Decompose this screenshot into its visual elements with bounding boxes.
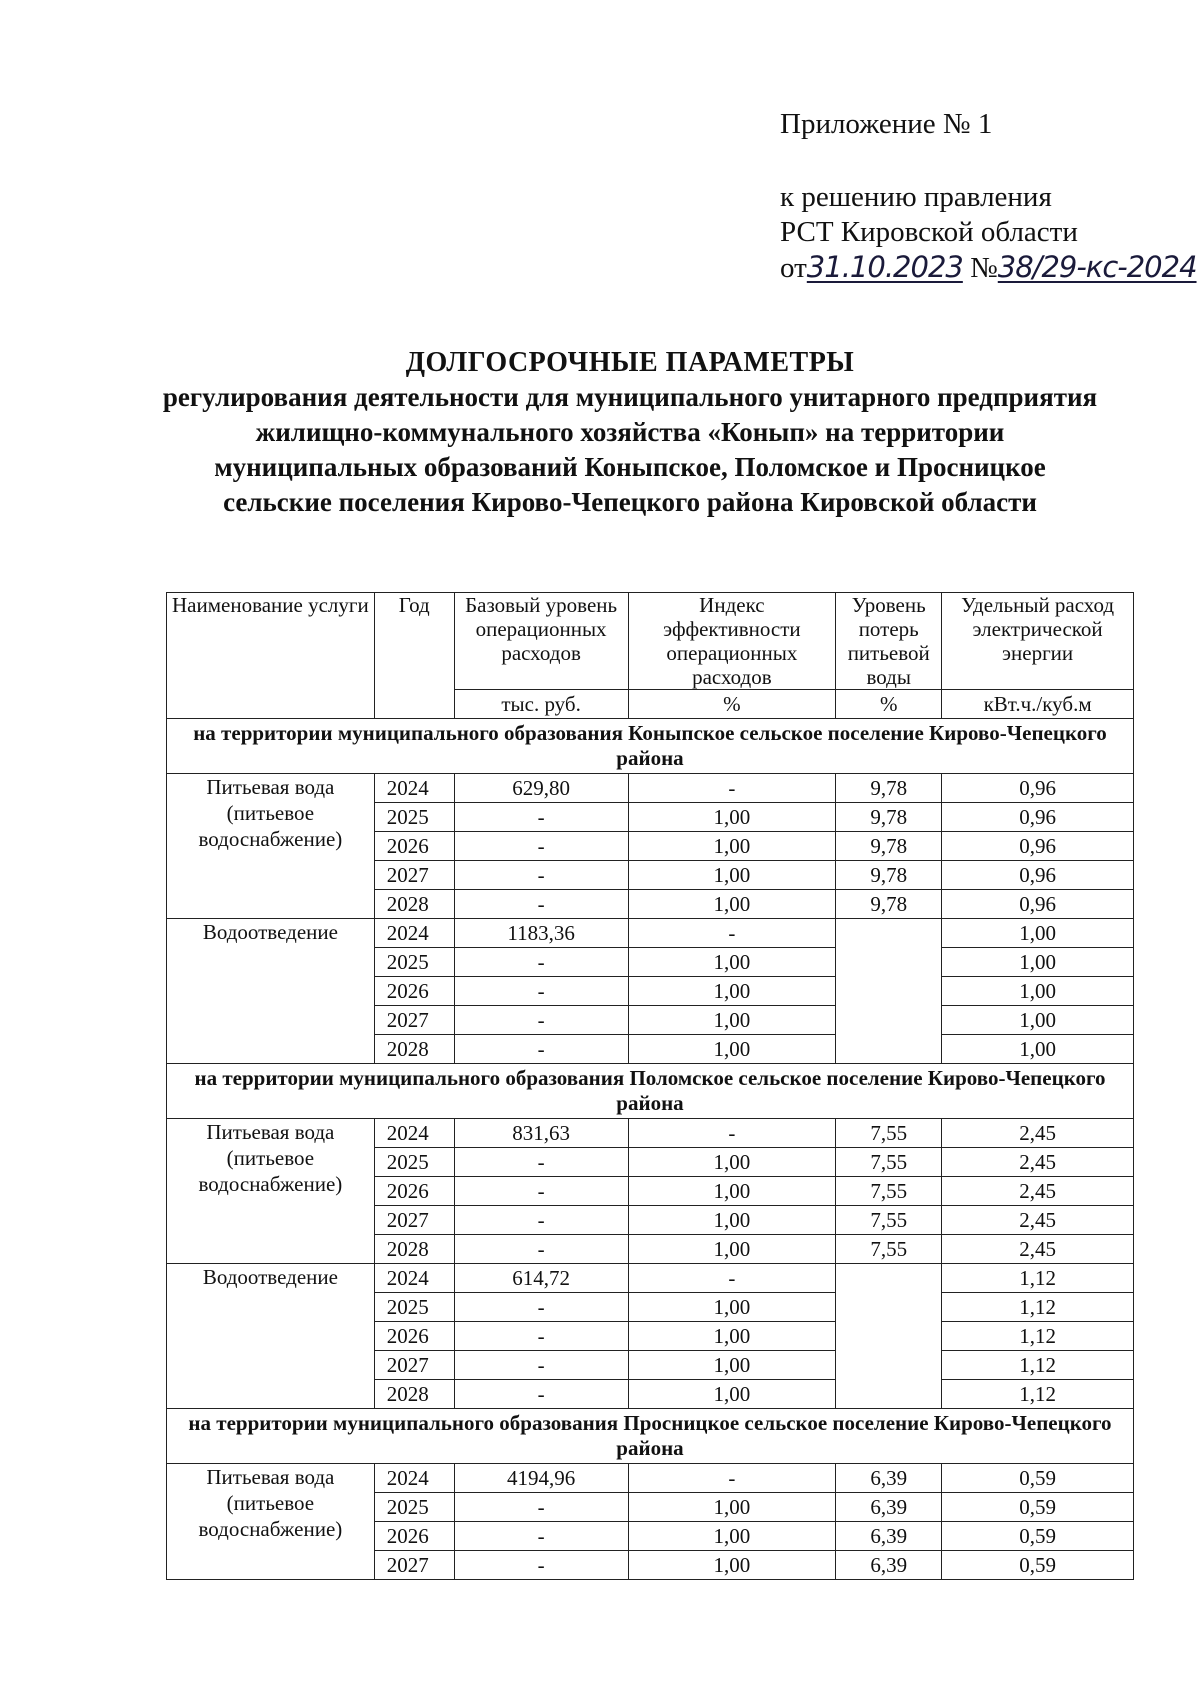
cell-energy: 0,96 (942, 861, 1134, 890)
ref-number-handwritten: 38/29-кс-2024 (997, 250, 1197, 284)
cell-base-level: - (454, 1522, 628, 1551)
cell-efficiency-index: 1,00 (628, 948, 836, 977)
cell-year: 2026 (374, 1177, 454, 1206)
cell-water-loss: 6,39 (836, 1464, 942, 1493)
cell-water-loss: 7,55 (836, 1235, 942, 1264)
cell-efficiency-index: - (628, 774, 836, 803)
cell-year: 2027 (374, 1551, 454, 1580)
cell-efficiency-index: - (628, 1464, 836, 1493)
title-main: ДОЛГОСРОЧНЫЕ ПАРАМЕТРЫ (405, 347, 855, 378)
cell-year: 2025 (374, 948, 454, 977)
cell-efficiency-index: - (628, 919, 836, 948)
cell-year: 2024 (374, 1464, 454, 1493)
cell-year: 2028 (374, 1380, 454, 1409)
ref-from: от (780, 252, 807, 284)
cell-water-loss-empty (836, 1264, 942, 1409)
unit-base-level: тыс. руб. (454, 690, 628, 719)
service-name: Питьевая вода (питьевое водоснабжение) (167, 1464, 375, 1580)
cell-efficiency-index: 1,00 (628, 1177, 836, 1206)
cell-water-loss: 9,78 (836, 832, 942, 861)
service-name: Питьевая вода (питьевое водоснабжение) (167, 774, 375, 919)
cell-year: 2028 (374, 1035, 454, 1064)
cell-base-level: - (454, 1206, 628, 1235)
ref-number-label: № (970, 252, 998, 284)
cell-base-level: 831,63 (454, 1119, 628, 1148)
ref-line-2: РСТ Кировской области (780, 216, 1078, 248)
cell-year: 2025 (374, 803, 454, 832)
cell-water-loss: 6,39 (836, 1493, 942, 1522)
cell-energy: 2,45 (942, 1119, 1134, 1148)
cell-base-level: - (454, 1293, 628, 1322)
header-service: Наименование услуги (167, 593, 375, 719)
cell-efficiency-index: 1,00 (628, 861, 836, 890)
cell-base-level: 614,72 (454, 1264, 628, 1293)
cell-base-level: - (454, 1148, 628, 1177)
table-row (167, 1264, 1134, 1293)
parameters-table (166, 592, 1134, 1580)
cell-energy: 1,00 (942, 919, 1134, 948)
unit-water-loss: % (836, 690, 942, 719)
cell-water-loss: 7,55 (836, 1119, 942, 1148)
cell-efficiency-index: 1,00 (628, 1206, 836, 1235)
cell-water-loss: 6,39 (836, 1551, 942, 1580)
cell-energy: 1,00 (942, 977, 1134, 1006)
cell-year: 2026 (374, 977, 454, 1006)
cell-base-level: - (454, 1351, 628, 1380)
cell-efficiency-index: - (628, 1264, 836, 1293)
cell-year: 2028 (374, 1235, 454, 1264)
header-year: Год (374, 593, 454, 719)
document-title (160, 345, 1100, 520)
ref-date-handwritten: 31.10.2023 (806, 250, 963, 284)
cell-efficiency-index: 1,00 (628, 977, 836, 1006)
cell-base-level: - (454, 948, 628, 977)
cell-year: 2027 (374, 861, 454, 890)
cell-efficiency-index: 1,00 (628, 803, 836, 832)
cell-energy: 1,12 (942, 1322, 1134, 1351)
cell-base-level: - (454, 1035, 628, 1064)
cell-year: 2027 (374, 1206, 454, 1235)
cell-base-level: - (454, 803, 628, 832)
unit-efficiency-index: % (628, 690, 836, 719)
cell-base-level: - (454, 1551, 628, 1580)
section-row (167, 1064, 1134, 1119)
cell-energy: 0,96 (942, 832, 1134, 861)
cell-efficiency-index: 1,00 (628, 832, 836, 861)
cell-base-level: - (454, 1322, 628, 1351)
cell-water-loss-empty (836, 919, 942, 1064)
cell-year: 2025 (374, 1493, 454, 1522)
cell-base-level: - (454, 977, 628, 1006)
cell-energy: 0,96 (942, 774, 1134, 803)
cell-efficiency-index: 1,00 (628, 1235, 836, 1264)
cell-year: 2024 (374, 1119, 454, 1148)
cell-water-loss: 9,78 (836, 803, 942, 832)
cell-year: 2024 (374, 774, 454, 803)
table-row (167, 774, 1134, 803)
section-title: на территории муниципального образования Поломское сельское поселение Кирово-Чепецкого района (167, 1064, 1134, 1119)
service-name: Водоотведение (167, 919, 375, 1064)
cell-energy: 2,45 (942, 1206, 1134, 1235)
section-row (167, 719, 1134, 774)
table-row (167, 919, 1134, 948)
service-name: Питьевая вода (питьевое водоснабжение) (167, 1119, 375, 1264)
cell-year: 2028 (374, 890, 454, 919)
header-water-loss: Уровень потерь питьевой воды (836, 593, 942, 690)
header-base-level: Базовый уровень операционных расходов (454, 593, 628, 690)
cell-base-level: - (454, 1380, 628, 1409)
cell-energy: 2,45 (942, 1148, 1134, 1177)
cell-water-loss: 9,78 (836, 861, 942, 890)
cell-water-loss: 7,55 (836, 1177, 942, 1206)
cell-year: 2026 (374, 1322, 454, 1351)
cell-energy: 0,59 (942, 1493, 1134, 1522)
cell-water-loss: 7,55 (836, 1206, 942, 1235)
cell-efficiency-index: 1,00 (628, 1293, 836, 1322)
cell-efficiency-index: 1,00 (628, 1551, 836, 1580)
cell-base-level: - (454, 832, 628, 861)
section-title: на территории муниципального образования Коныпское сельское поселение Кирово-Чепецкого района (167, 719, 1134, 774)
cell-energy: 1,00 (942, 948, 1134, 977)
section-title: на территории муниципального образования Просницкое сельское поселение Кирово-Чепецкого района (167, 1409, 1134, 1464)
cell-efficiency-index: 1,00 (628, 1522, 836, 1551)
cell-energy: 2,45 (942, 1235, 1134, 1264)
cell-year: 2025 (374, 1148, 454, 1177)
cell-water-loss: 7,55 (836, 1148, 942, 1177)
cell-efficiency-index: 1,00 (628, 1148, 836, 1177)
cell-energy: 1,00 (942, 1006, 1134, 1035)
section-row (167, 1409, 1134, 1464)
ref-line-3 (780, 250, 1197, 286)
cell-energy: 0,59 (942, 1522, 1134, 1551)
cell-energy: 1,12 (942, 1293, 1134, 1322)
cell-efficiency-index: 1,00 (628, 890, 836, 919)
cell-efficiency-index: 1,00 (628, 1493, 836, 1522)
cell-water-loss: 9,78 (836, 774, 942, 803)
table-body (167, 719, 1134, 1580)
cell-efficiency-index: - (628, 1119, 836, 1148)
cell-energy: 1,12 (942, 1264, 1134, 1293)
cell-base-level: 1183,36 (454, 919, 628, 948)
cell-energy: 2,45 (942, 1177, 1134, 1206)
cell-efficiency-index: 1,00 (628, 1322, 836, 1351)
decision-reference (780, 180, 1197, 286)
cell-water-loss: 9,78 (836, 890, 942, 919)
cell-energy: 1,12 (942, 1380, 1134, 1409)
cell-energy: 0,96 (942, 890, 1134, 919)
cell-water-loss: 6,39 (836, 1522, 942, 1551)
cell-efficiency-index: 1,00 (628, 1351, 836, 1380)
cell-base-level: 629,80 (454, 774, 628, 803)
cell-efficiency-index: 1,00 (628, 1380, 836, 1409)
cell-base-level: - (454, 1177, 628, 1206)
cell-energy: 0,59 (942, 1464, 1134, 1493)
header-efficiency-index: Индекс эффективности операционных расходов (628, 593, 836, 690)
cell-year: 2026 (374, 832, 454, 861)
cell-energy: 1,12 (942, 1351, 1134, 1380)
cell-base-level: - (454, 1235, 628, 1264)
cell-efficiency-index: 1,00 (628, 1035, 836, 1064)
annex-label: Приложение № 1 (780, 108, 993, 140)
table-header-row (167, 593, 1134, 690)
cell-year: 2025 (374, 1293, 454, 1322)
header-energy: Удельный расход электрической энергии (942, 593, 1134, 690)
table-row (167, 1119, 1134, 1148)
cell-energy: 0,96 (942, 803, 1134, 832)
cell-efficiency-index: 1,00 (628, 1006, 836, 1035)
cell-base-level: - (454, 890, 628, 919)
ref-line-1: к решению правления (780, 181, 1052, 213)
cell-year: 2027 (374, 1351, 454, 1380)
cell-base-level: - (454, 1006, 628, 1035)
cell-energy: 0,59 (942, 1551, 1134, 1580)
cell-energy: 1,00 (942, 1035, 1134, 1064)
service-name: Водоотведение (167, 1264, 375, 1409)
cell-year: 2027 (374, 1006, 454, 1035)
title-subtitle: регулирования деятельности для муниципального унитарного предприятия жилищно-коммунального хозяйства «Конып» на территории муниципальных образований Коныпское, Поломское и Просницкое сельские поселения Кирово-Чепецкого района Кировской области (162, 382, 1098, 517)
cell-year: 2024 (374, 1264, 454, 1293)
cell-base-level: - (454, 861, 628, 890)
cell-base-level: - (454, 1493, 628, 1522)
cell-year: 2026 (374, 1522, 454, 1551)
cell-base-level: 4194,96 (454, 1464, 628, 1493)
unit-energy: кВт.ч./куб.м (942, 690, 1134, 719)
table-row (167, 1464, 1134, 1493)
cell-year: 2024 (374, 919, 454, 948)
